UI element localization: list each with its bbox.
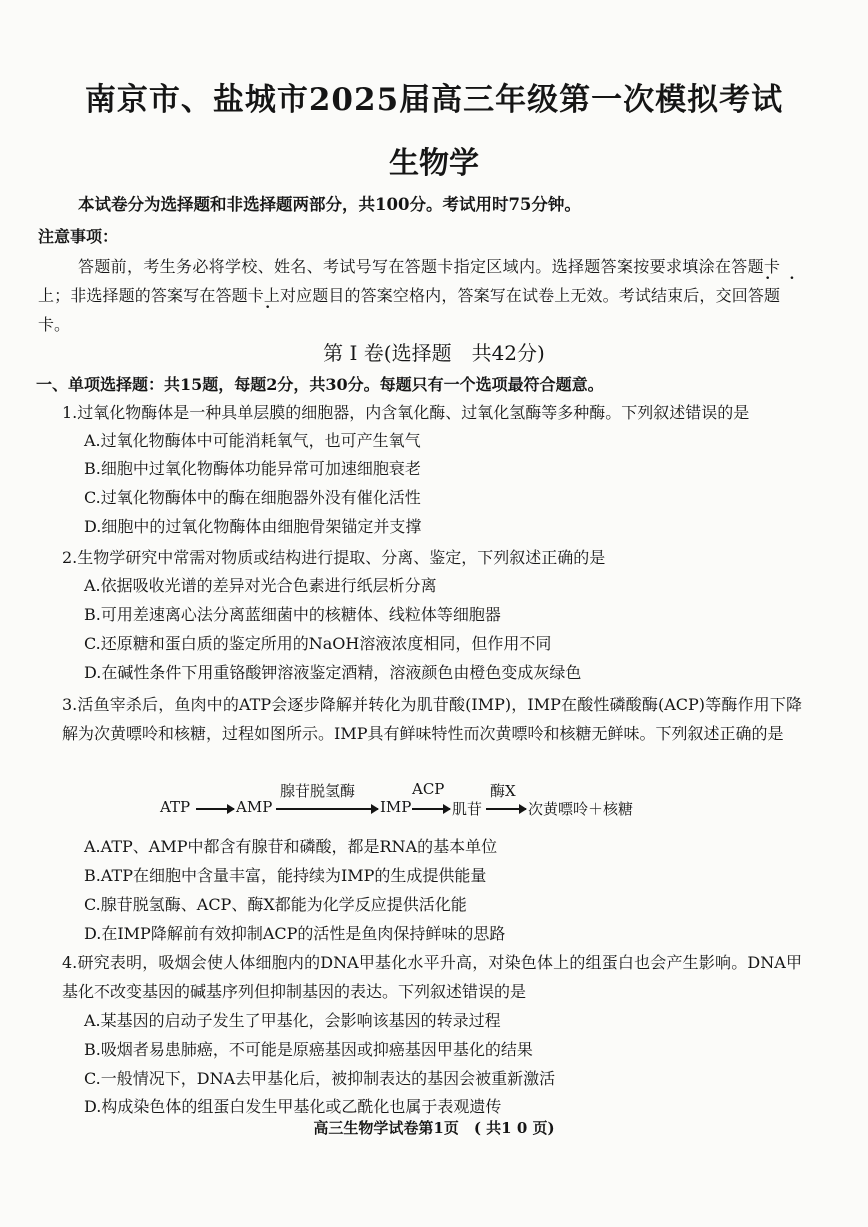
flow-enzyme-acp: ACP (412, 780, 445, 798)
subject-title: 生物学 (389, 146, 479, 181)
question-4-option-b: B.吸烟者易患肺癌，不可能是原癌基因或抑癌基因甲基化的结果 (84, 1040, 533, 1059)
flow-arrow-4 (486, 808, 526, 810)
question-4-option-c: C.一般情况下，DNA去甲基化后，被抑制表达的基因会被重新激活 (84, 1069, 556, 1088)
flow-arrow-1 (196, 808, 234, 810)
notice-text-2: 上；非选择题的答案写在答 (38, 286, 232, 305)
question-2-stem: 2.生物学研究中常需对物质或结构进行提取、分离、鉴定，下列叙述正确的是 (62, 548, 606, 567)
question-4-stem: 4.研究表明，吸烟会使人体细胞内的DNA甲基化水平升高，对染色体上的组蛋白也会产生影响。DNA甲基化不改变基因的碱基序列但抑制基因的表达。下列叙述错误的是 (62, 953, 802, 1001)
question-2-option-b: B.可用差速离心法分离蓝细菌中的核糖体、线粒体等细胞器 (84, 605, 501, 624)
notice-text-3: 上对应题目的答案空格内，答案写在试卷上无效。考试结束后，交回答题卡。 (38, 286, 780, 334)
section-title: 第 I 卷(选择题 共42分) (323, 341, 545, 365)
question-3-option-c: C.腺苷脱氢酶、ACP、酶X都能为化学反应提供活化能 (84, 895, 467, 914)
notice-text-1: 答题前，考生务必将学校、姓名、考试号写在答题卡指定区域内。选择题答案按要求填涂在 (78, 257, 732, 276)
part-title: 一、单项选择题：共15题，每题2分，共30分。每题只有一个选项最符合题意。 (36, 375, 604, 394)
question-2-option-c: C.还原糖和蛋白质的鉴定所用的NaOH溶液浓度相同，但作用不同 (84, 634, 552, 653)
question-4-option-a: A.某基因的启动子发生了甲基化，会影响该基因的转录过程 (84, 1011, 501, 1030)
flow-amp: AMP (236, 798, 273, 816)
flow-inosine: 肌苷 (452, 800, 483, 818)
question-2-option-d: D.在碱性条件下用重铬酸钾溶液鉴定酒精，溶液颜色由橙色变成灰绿色 (84, 663, 582, 682)
flow-arrow-3 (412, 808, 450, 810)
flow-imp: IMP (380, 798, 412, 816)
notice-title: 注意事项： (38, 227, 119, 246)
question-3-option-b: B.ATP在细胞中含量丰富，能持续为IMP的生成提供能量 (84, 866, 487, 885)
exam-intro: 本试卷分为选择题和非选择题两部分，共100分。考试用时75分钟。 (78, 195, 581, 214)
flow-enzyme-x: 酶X (490, 782, 516, 800)
notice-body (38, 252, 780, 339)
flow-enzyme-adenosine-deaminase: 腺苷脱氢酶 (280, 782, 356, 800)
question-2-option-a: A.依据吸收光谱的差异对光合色素进行纸层析分离 (84, 576, 437, 595)
notice-emphasis-2: 卡 (763, 257, 780, 276)
question-1-option-b: B.细胞中过氧化物酶体功能异常可加速细胞衰老 (84, 459, 421, 478)
flow-products: 次黄嘌呤＋核糖 (528, 800, 634, 818)
flow-atp: ATP (160, 798, 191, 816)
notice-emphasis-1: 答题 (731, 257, 764, 276)
flow-arrow-2 (276, 808, 378, 810)
question-1-option-d: D.细胞中的过氧化物酶体由细胞骨架锚定并支撑 (84, 517, 422, 536)
question-4-option-d: D.构成染色体的组蛋白发生甲基化或乙酰化也属于表观遗传 (84, 1097, 502, 1116)
question-3-option-d: D.在IMP降解前有效抑制ACP的活性是鱼肉保持鲜味的思路 (84, 924, 506, 943)
page-footer: 高三生物学试卷第1页 ( 共1 0 页) (313, 1119, 555, 1137)
question-1-option-a: A.过氧化物酶体中可能消耗氧气，也可产生氧气 (84, 431, 421, 450)
exam-title: 南京市、盐城市2025届高三年级第一次模拟考试 (84, 82, 784, 118)
question-3-option-a: A.ATP、AMP中都含有腺苷和磷酸，都是RNA的基本单位 (84, 837, 498, 856)
question-3-stem: 3.活鱼宰杀后，鱼肉中的ATP会逐步降解并转化为肌苷酸(IMP)，IMP在酸性磷酸酶(ACP)等酶作用下降解为次黄嘌呤和核糖，过程如图所示。IMP具有鲜味特性而次黄嘌呤和核糖无鲜味。下列叙述正确的是 (62, 695, 802, 743)
notice-emphasis-3: 题卡 (231, 286, 264, 305)
atp-degradation-diagram (160, 780, 720, 824)
question-1-stem: 1.过氧化物酶体是一种具单层膜的细胞器，内含氧化酶、过氧化氢酶等多种酶。下列叙述错误的是 (62, 403, 750, 422)
question-1-option-c: C.过氧化物酶体中的酶在细胞器外没有催化活性 (84, 488, 421, 507)
